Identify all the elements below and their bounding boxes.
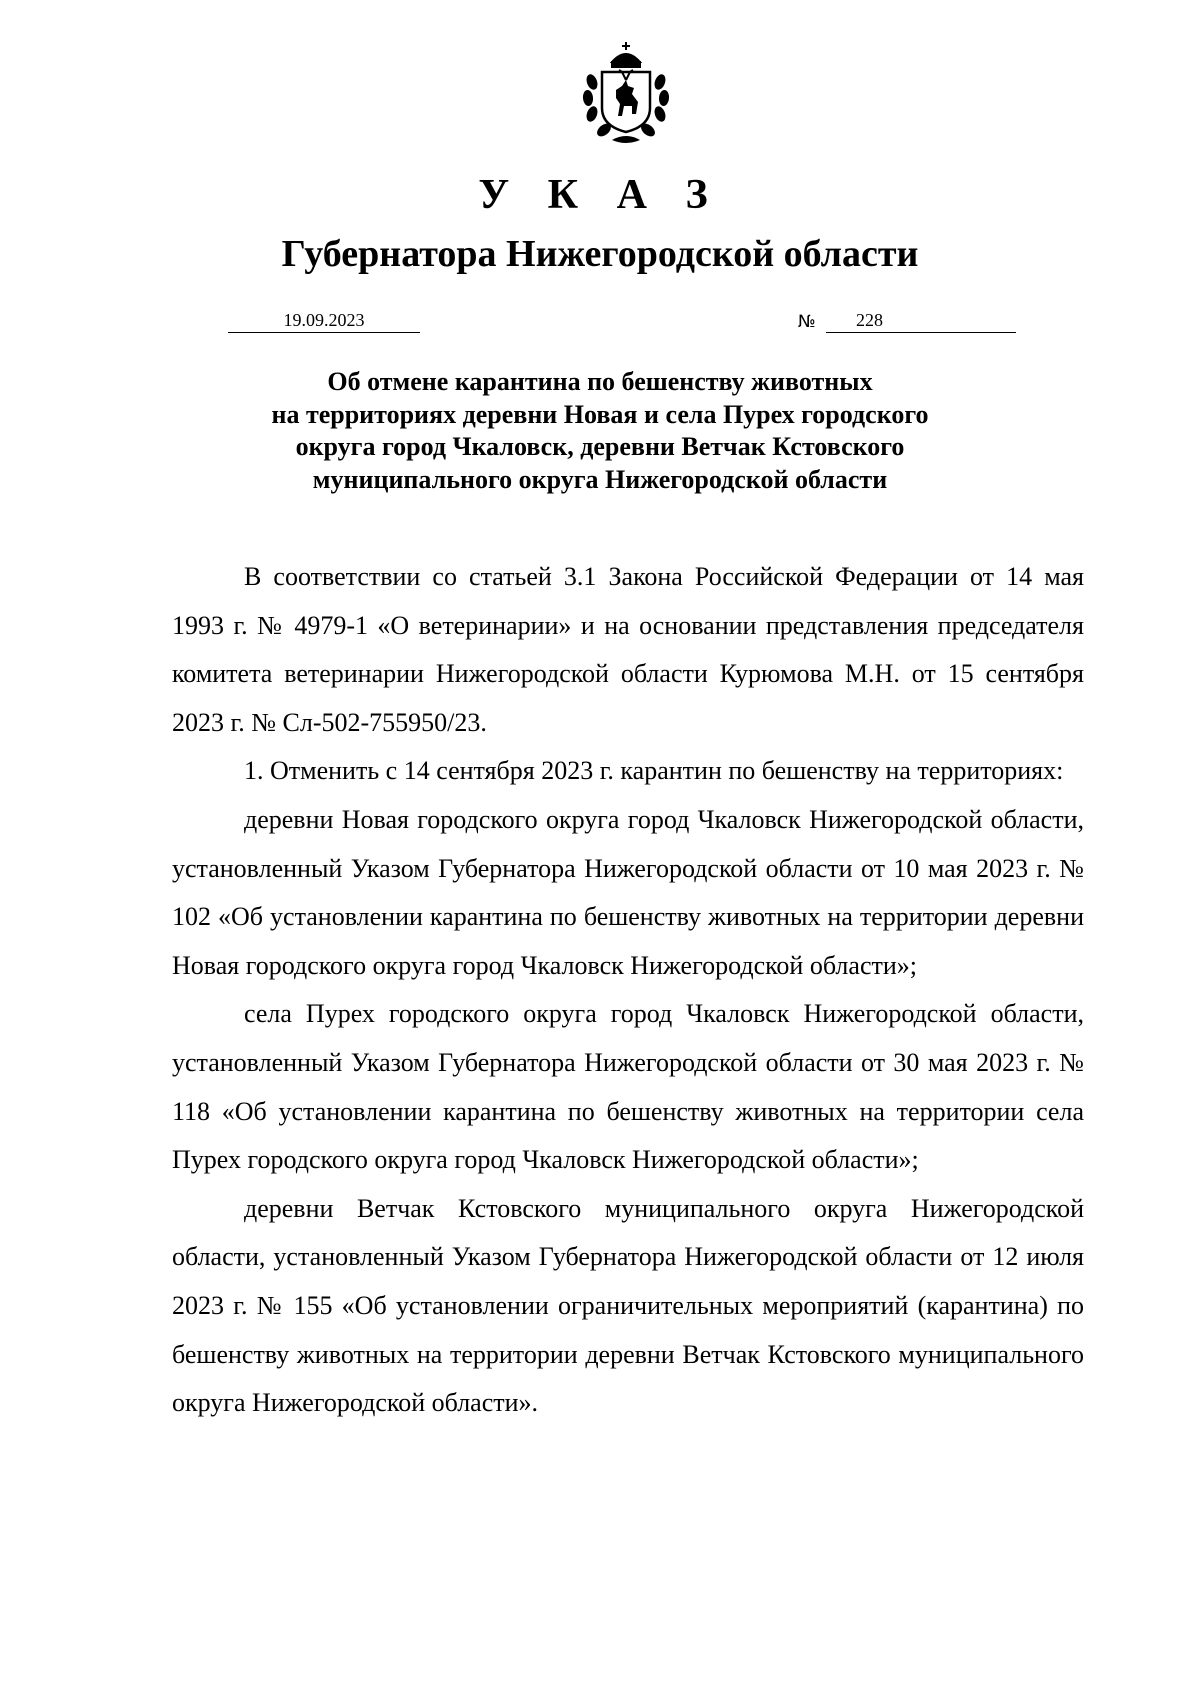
coat-of-arms-emblem: [572, 40, 680, 148]
document-body: [172, 553, 1084, 1428]
body-paragraph: 1. Отменить с 14 сентября 2023 г. карантин по бешенству на территориях:: [244, 756, 1064, 786]
heading-line: на территориях деревни Новая и села Пурех городского: [271, 399, 929, 429]
body-paragraph: деревни Ветчак Кстовского муниципального округа Нижегородской области, установленный Указом Губернатора Нижегородской области от 12 июля 2023 г. № 155 «Об установлении ограничительных мероприятий (карантина) по бешенству животных на территории деревни Ветчак Кстовского муниципального округа Нижегородской области».: [172, 1193, 1084, 1418]
decree-date: 19.09.2023: [228, 308, 420, 333]
body-paragraph: деревни Новая городского округа город Чкаловск Нижегородской области, установленный Указом Губернатора Нижегородской области от 10 мая 2023 г. № 102 «Об установлении карантина по бешенству животных на территории деревни Новая городского округа город Чкаловск Нижегородской области»;: [172, 804, 1084, 980]
crown-icon: [612, 42, 640, 67]
number-label: №: [798, 312, 816, 332]
document-heading: [150, 366, 1050, 496]
body-paragraph: В соответствии со статьей 3.1 Закона Российской Федерации от 14 мая 1993 г. № 4979-1 «О ветеринарии» и на основании представления председателя комитета ветеринарии Нижегородской области Курюмова М.Н. от 15 сентября 2023 г. № Сл-502-755950/23.: [172, 562, 1084, 737]
deer-icon: [616, 70, 638, 116]
body-paragraph: села Пурех городского округа город Чкаловск Нижегородской области, установленный Указом Губернатора Нижегородской области от 30 мая 2023 г. № 118 «Об установлении карантина по бешенству животных на территории села Пурех городского округа город Чкаловск Нижегородской области»;: [172, 999, 1084, 1175]
issuer-title: Губернатора Нижегородской области: [281, 233, 919, 275]
heading-line: Об отмене карантина по бешенству животных: [327, 367, 873, 396]
decree-title: У К А З: [478, 172, 722, 218]
heading-line: муниципального округа Нижегородской области: [312, 464, 888, 494]
heading-line: округа город Чкаловск, деревни Ветчак Кстовского: [295, 432, 905, 461]
decree-number-field: [826, 308, 1016, 333]
decree-number: 228: [856, 310, 883, 330]
